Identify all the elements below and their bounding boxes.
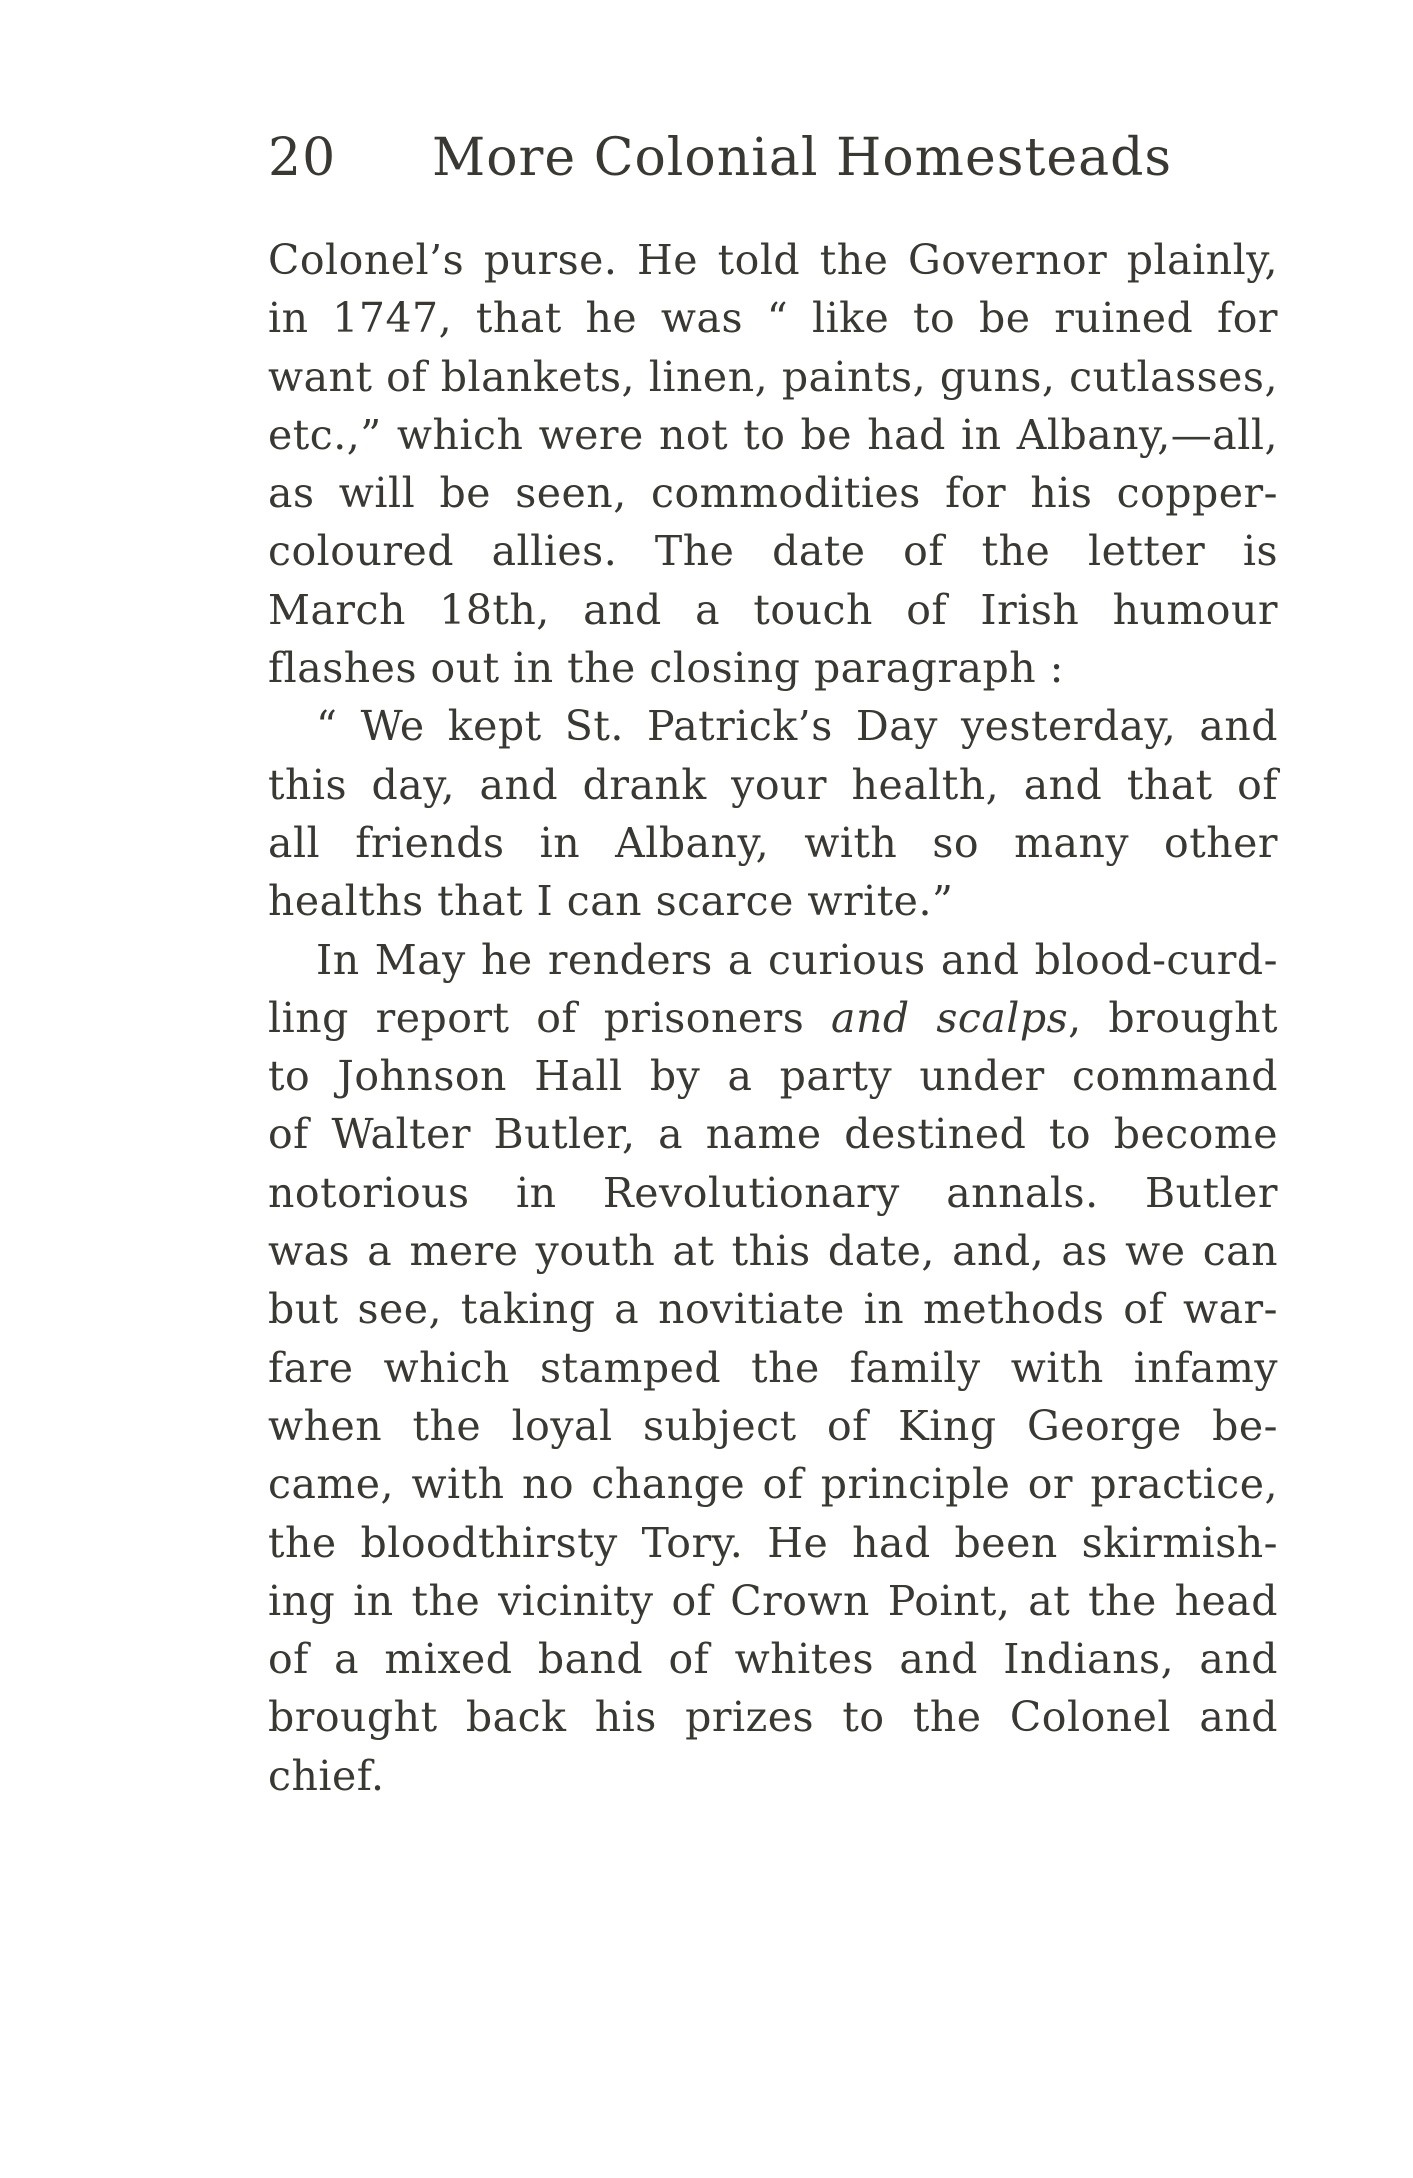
text-line: In May he renders a curious and blood-curd- xyxy=(316,935,1278,984)
text-line: ling report of prisoners and scalps, brought xyxy=(268,993,1278,1042)
running-head xyxy=(268,128,1278,188)
text-line: this day, and drank your health, and that of xyxy=(268,760,1278,809)
text-line: “ We kept St. Patrick’s Day yesterday, and xyxy=(316,702,1278,751)
text-line: ing in the vicinity of Crown Point, at the head xyxy=(268,1576,1278,1625)
text-line: want of blankets, linen, paints, guns, cutlasses, xyxy=(268,352,1278,401)
text-line: March 18th, and a touch of Irish humour xyxy=(268,585,1278,634)
text-line: in 1747, that he was “ like to be ruined for xyxy=(268,294,1278,343)
running-title: More Colonial Homesteads xyxy=(432,128,1173,188)
text-line: came, with no change of principle or practice, xyxy=(268,1460,1278,1509)
text-line: healths that I can scarce write.” xyxy=(268,877,954,926)
text-line: as will be seen, commodities for his copper- xyxy=(268,469,1278,518)
text-line: when the loyal subject of King George be- xyxy=(268,1401,1278,1450)
text-line: Colonel’s purse. He told the Governor plainly, xyxy=(268,236,1278,284)
text-line: to Johnson Hall by a party under command xyxy=(268,1052,1278,1101)
text-line: was a mere youth at this date, and, as we can xyxy=(268,1227,1278,1276)
text-line: brought back his prizes to the Colonel and xyxy=(268,1693,1278,1742)
text-line: flashes out in the closing paragraph : xyxy=(268,644,1064,693)
text-line: fare which stamped the family with infamy xyxy=(268,1343,1278,1392)
text-line: notorious in Revolutionary annals. Butler xyxy=(268,1168,1278,1217)
italic-phrase: and scalps xyxy=(831,993,1069,1042)
text-line: coloured allies. The date of the letter is xyxy=(268,527,1278,576)
text-line: etc.,” which were not to be had in Albany,—all, xyxy=(268,410,1278,459)
page-number: 20 xyxy=(268,128,337,188)
text-line: of Walter Butler, a name destined to become xyxy=(268,1110,1278,1159)
text-line: the bloodthirsty Tory. He had been skirmish- xyxy=(268,1518,1278,1567)
body-text xyxy=(268,231,1278,1805)
text-line: but see, taking a novitiate in methods of war- xyxy=(268,1285,1278,1334)
text-line: of a mixed band of whites and Indians, and xyxy=(268,1635,1278,1684)
text-line: all friends in Albany, with so many other xyxy=(268,818,1278,867)
text-line: chief. xyxy=(268,1751,385,1800)
